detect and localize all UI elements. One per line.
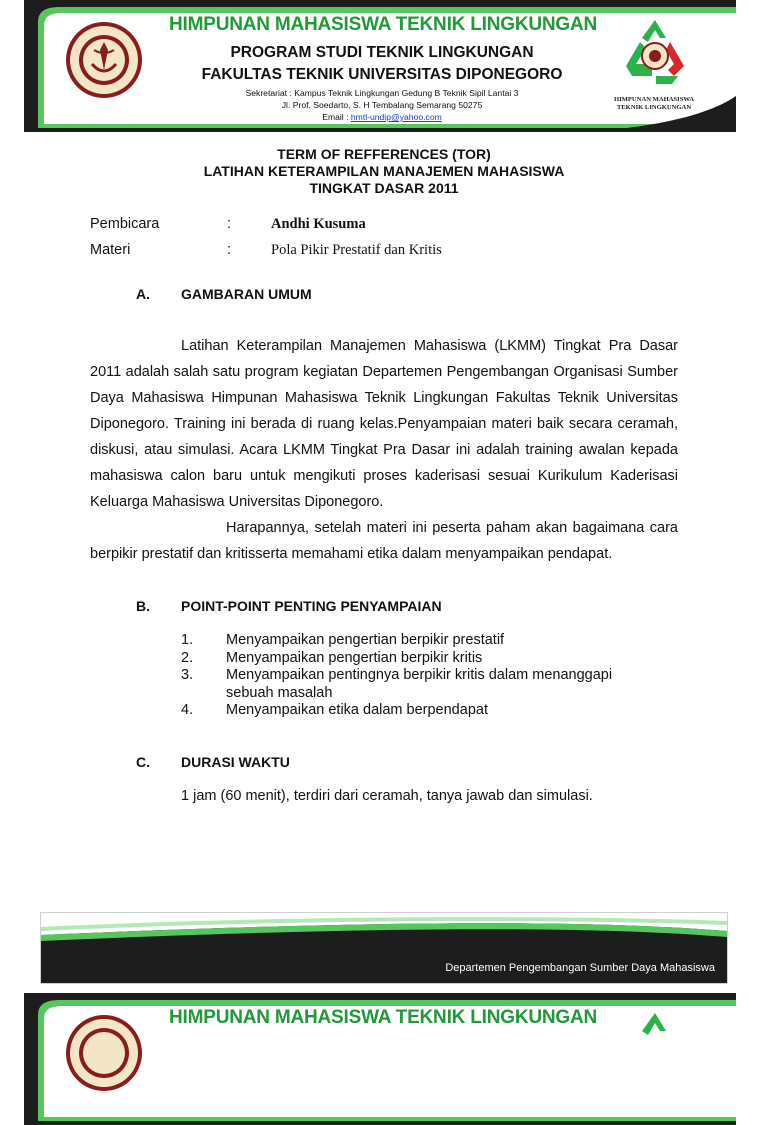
section-a-heading <box>136 286 312 302</box>
program-name: PROGRAM STUDI TEKNIK LINGKUNGAN <box>230 44 534 61</box>
title-line-3: TINGKAT DASAR 2011 <box>309 180 459 196</box>
title-line-2: LATIHAN KETERAMPILAN MANAJEMEN MAHASISWA <box>203 163 565 179</box>
list-item-number: 4. <box>181 702 194 718</box>
list-item-text: Menyampaikan pengertian berpikir kritis <box>226 649 483 666</box>
section-b-heading <box>136 598 442 614</box>
list-item <box>181 702 651 720</box>
logo-caption-line-2: TEKNIK LINGKUNGAN <box>616 104 692 111</box>
speaker-colon: : <box>227 216 232 232</box>
organization-name: HIMPUNAN MAHASISWA TEKNIK LINGKUNGAN <box>169 1007 598 1028</box>
list-item-text: Menyampaikan pentingnya berpikir kritis dalam menanggapi sebuah masalah <box>226 667 613 701</box>
speaker-label: Pembicara <box>90 216 160 232</box>
logo-caption <box>599 96 709 112</box>
document-title <box>0 146 768 197</box>
material-colon: : <box>227 242 232 258</box>
list-item-text: Menyampaikan etika dalam berpendapat <box>226 702 488 718</box>
section-a-letter: A. <box>136 286 150 302</box>
address-line-2: Jl. Prof. Soedarto, S. H Tembalang Semarang 50275 <box>281 100 483 110</box>
list-item-number: 3. <box>181 667 194 683</box>
logo-caption-line-1: HIMPUNAN MAHASISWA <box>613 96 695 103</box>
list-item-number: 1. <box>181 632 194 648</box>
address-line-1: Sekretariat : Kampus Teknik Lingkungan Gedung B Teknik Sipil Lantai 3 <box>245 88 519 98</box>
email-line <box>169 112 595 122</box>
email-link[interactable]: hmtl-undip@yahoo.com <box>350 112 442 122</box>
next-page-letterhead <box>24 993 736 1125</box>
expectation-paragraph: Harapannya, setelah materi ini peserta paham akan bagaimana cara berpikir prestatif dan kritisserta memahami etika dalam menyampaikan pendapat. <box>90 520 678 562</box>
list-item-text: Menyampaikan pengertian berpikir prestatif <box>226 632 505 648</box>
material-label: Materi <box>90 242 131 258</box>
faculty-name: FAKULTAS TEKNIK UNIVERSITAS DIPONEGORO <box>201 66 563 83</box>
hmtl-recycle-logo-icon <box>622 1011 688 1085</box>
material-value: Pola Pikir Prestatif dan Kritis <box>271 242 442 258</box>
undip-seal-icon <box>64 1013 144 1093</box>
speaker-value: Andhi Kusuma <box>271 216 366 232</box>
overview-paragraph: Latihan Keterampilan Manajemen Mahasiswa (LKMM) Tingkat Pra Dasar 2011 adalah salah satu program kegiatan Departemen Pengembangan Organisasi Sumber Daya Mahasiswa Himpunan Mahasiswa Teknik Lingkungan Fakultas Teknik Universitas Diponegoro. Training ini berada di ruang kelas.Penyampaian materi baik secara ceramah, diskusi, atau simulasi. Acara LKMM Tingkat Pra Dasar ini adalah training awalan kepada mahasiswa calon baru untuk mengikuti proses kaderisasi sesuai Kurikulum Kaderisasi Keluarga Mahasiswa Universitas Diponegoro. <box>90 338 678 510</box>
footer-department: Departemen Pengembangan Sumber Daya Mahasiswa <box>445 962 715 974</box>
duration-text: 1 jam (60 menit), terdiri dari ceramah, tanya jawab dan simulasi. <box>181 788 593 804</box>
organization-name: HIMPUNAN MAHASISWA TEKNIK LINGKUNGAN <box>169 14 598 35</box>
section-b-letter: B. <box>136 598 150 614</box>
list-item <box>181 667 651 702</box>
list-item <box>181 650 651 668</box>
email-label: Email : <box>322 112 351 122</box>
undip-seal-icon <box>64 20 144 100</box>
section-c-letter: C. <box>136 754 150 770</box>
section-c-title: DURASI WAKTU <box>181 754 290 770</box>
list-item <box>181 632 651 650</box>
section-a-title: GAMBARAN UMUM <box>181 286 312 302</box>
hmtl-recycle-logo-icon <box>622 18 688 92</box>
list-item-number: 2. <box>181 649 194 666</box>
section-c-heading <box>136 754 290 770</box>
footer-banner <box>40 912 728 984</box>
section-b-title: POINT-POINT PENTING PENYAMPAIAN <box>181 598 442 614</box>
key-points-list <box>181 632 651 720</box>
title-line-1: TERM OF REFFERENCES (TOR) <box>277 146 491 162</box>
letterhead <box>24 0 736 132</box>
